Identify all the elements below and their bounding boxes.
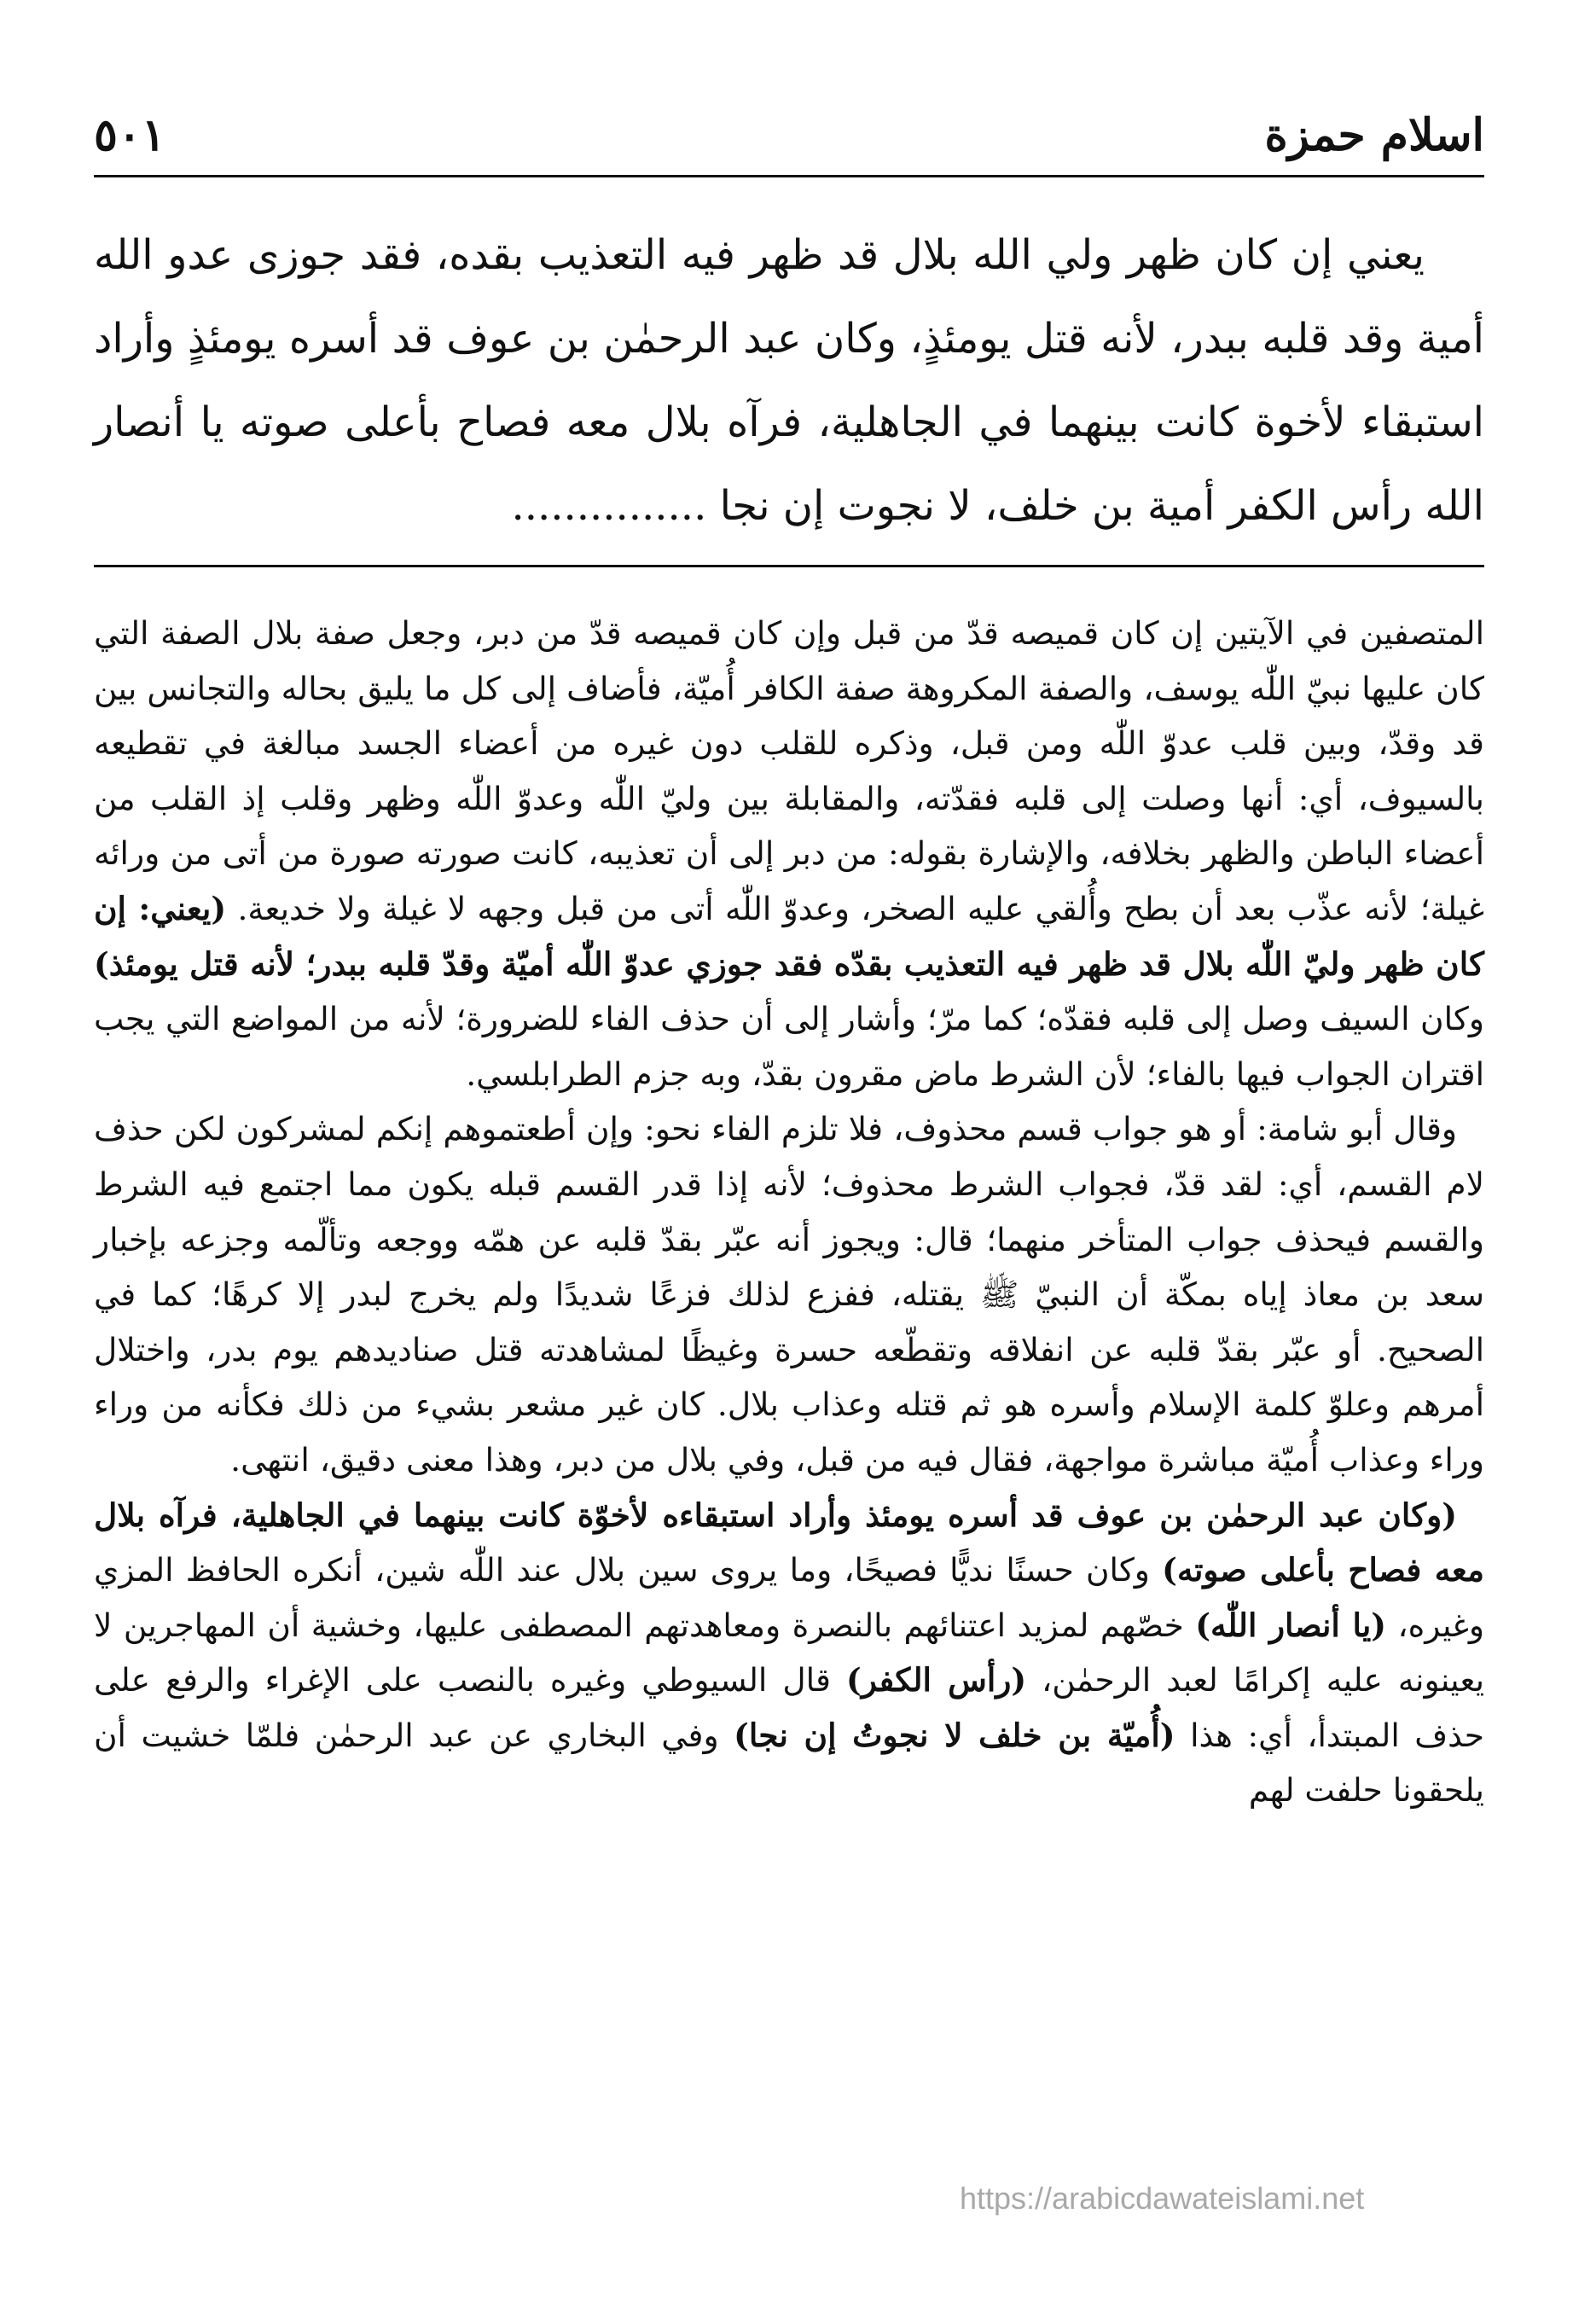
commentary-divider (94, 565, 1484, 567)
commentary-text: وكان السيف وصل إلى قلبه فقدّه؛ كما مرّ؛ وأشار إلى أن حذف الفاء للضرورة؛ لأنه من المواضع التي يجب اقتران الجواب فيها بالفاء؛ لأن الشرط ماض مقرون بقدّ، وبه جزم الطرابلسي. (94, 1000, 1484, 1093)
page-header (94, 109, 1484, 169)
quoted-main-text: (يا أنصار اللّٰه) (1195, 1606, 1387, 1644)
main-text-block (94, 213, 1484, 548)
commentary-text: خصّهم لمزيد اعتنائهم بالنصرة ومعاهدتهم المصطفى عليها، وخشية أن المهاجرين لا يعينونه عليه إكرامًا لعبد الرحمٰن، (94, 1606, 1485, 1699)
commentary-block (94, 606, 1484, 1818)
main-text-paragraph: يعني إن كان ظهر ولي الله بلال قد ظهر فيه التعذيب بقده، فقد جوزى عدو الله أمية وقد قلبه ببدر، لأنه قتل يومئذٍ، وكان عبد الرحمٰن بن عوف قد أسره يومئذٍ وأراد استبقاء لأخوة كانت بينهما في الجاهلية، فرآه بلال معه فصاح بأعلى صوته يا أنصار الله رأس الكفر أمية بن خلف، لا نجوت إن نجا ............... (94, 231, 1485, 530)
chapter-title: اسلام حمزة (1264, 109, 1484, 161)
quoted-main-text: (رأس الكفر) (845, 1661, 1027, 1699)
commentary-paragraph-3 (94, 1488, 1484, 1819)
book-page (94, 94, 1484, 2278)
commentary-text: المتصفين في الآيتين إن كان قميصه قدّ من قبل وإن كان قميصه قدّ من دبر، وجعل صفة بلال الصفة التي كان عليها نبيّ اللّٰه يوسف، والصفة المكروهة صفة الكافر أُميّة، فأضاف إلى كل ما يليق بحاله والتجانس بين قد وقدّ، وبين قلب عدوّ اللّٰه ومن قبل، وذكره للقلب دون غيره من أعضاء الجسد مبالغة في تقطيعه بالسيوف، أي: أنها وصلت إلى قلبه فقدّته، والمقابلة بين وليّ اللّٰه وعدوّ اللّٰه وظهر وقلب إذ القلب من أعضاء الباطن والظهر بخلافه، والإشارة بقوله: من دبر إلى أن تعذيبه، كانت صورته صورة من أتى من ورائه غيلة؛ لأنه عذّب بعد أن بطح وأُلقي عليه الصخر، وعدوّ اللّٰه أتى من قبل وجهه لا غيلة ولا خديعة. (94, 614, 1484, 927)
quoted-main-text: (أُميّة بن خلف لا نجوتُ إن نجا) (734, 1716, 1175, 1754)
commentary-text: وفي البخاري عن عبد الرحمٰن فلمّا خشيت أن يلحقونا حلفت لهم (94, 1716, 1484, 1810)
commentary-text: وكان حسنًا نديًّا فصيحًا، وما يروى سين بلال عند اللّٰه شين، أنكره الحافظ المزي وغيره، (94, 1551, 1484, 1644)
quoted-main-text: (يعني: إن كان ظهر وليّ اللّٰه بلال قد ظهر فيه التعذيب بقدّه فقد جوزي عدوّ اللّٰه أميّة وقدّ قلبه ببدر؛ لأنه قتل يومئذ) (94, 889, 1484, 983)
commentary-text: قال السيوطي وغيره بالنصب على الإغراء والرفع على حذف المبتدأ، أي: هذا (94, 1661, 1484, 1754)
watermark-url: https://arabicdawateislami.net (960, 2181, 1365, 2216)
commentary-paragraph-1 (94, 606, 1484, 1101)
commentary-paragraph-2: وقال أبو شامة: أو هو جواب قسم محذوف، فلا تلزم الفاء نحو: وإن أطعتموهم إنكم لمشركون لكن حذف لام القسم، أي: لقد قدّ، فجواب الشرط محذوف؛ لأنه إذا قدر القسم قبله يكون مما اجتمع فيه الشرط والقسم فيحذف جواب المتأخر منهما؛ قال: ويجوز أنه عبّر بقدّ قلبه عن همّه ووجعه وتألّمه وجزعه بإخبار سعد بن معاذ إياه بمكّة أن النبيّ ﷺ يقتله، ففزع لذلك فزعًا شديدًا ولم يخرج لبدر إلا كرهًا؛ كما في الصحيح. أو عبّر بقدّ قلبه عن انفلاقه وتقطّعه حسرة وغيظًا لمشاهدته قتل صناديدهم يوم بدر، واختلال أمرهم وعلوّ كلمة الإسلام وأسره هو ثم قتله وعذاب بلال. كان غير مشعر بشيء من ذلك فكأنه من وراء وراء وعذاب أُميّة مباشرة مواجهة، فقال فيه من قبل، وفي بلال من دبر، وهذا معنى دقيق، انتهى. (94, 1110, 1484, 1479)
page-number: ٥٠١ (94, 109, 165, 161)
quoted-main-text: (وكان عبد الرحمٰن بن عوف قد أسره يومئذ وأراد استبقاءه لأخوّة كانت بينهما في الجاهلية، فرآه بلال معه فصاح بأعلى صوته) (94, 1496, 1485, 1589)
header-divider (94, 175, 1484, 177)
